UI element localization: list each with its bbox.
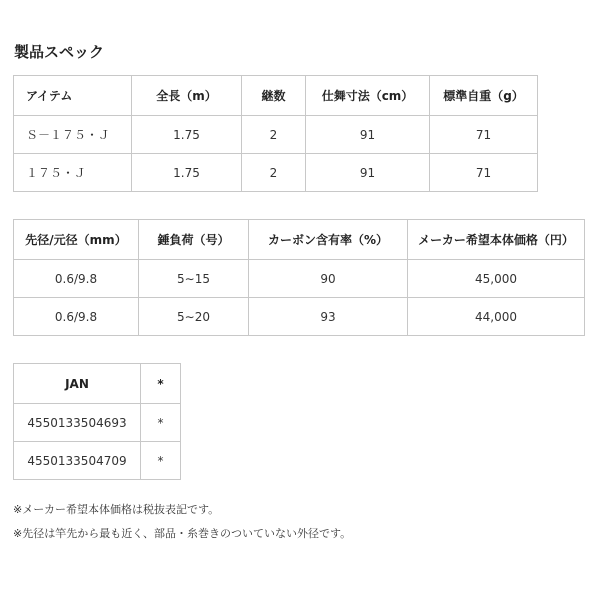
table-row xyxy=(14,298,585,336)
cell-carbon-content: 93 xyxy=(249,298,408,336)
cell-carbon-content: 90 xyxy=(249,260,408,298)
header-sinker-load: 錘負荷（号） xyxy=(139,220,249,260)
table-header-row xyxy=(14,364,181,404)
table-row xyxy=(14,154,538,192)
spec-table-details xyxy=(13,219,585,336)
header-closed-length: 仕舞寸法（cm） xyxy=(306,76,430,116)
spec-table-jan xyxy=(13,363,181,480)
header-length: 全長（m） xyxy=(132,76,242,116)
table-row xyxy=(14,404,181,442)
header-carbon-content: カーボン含有率（%） xyxy=(249,220,408,260)
cell-weight: 71 xyxy=(430,154,538,192)
cell-pieces: 2 xyxy=(242,154,306,192)
cell-pieces: 2 xyxy=(242,116,306,154)
notes xyxy=(13,498,351,546)
page-title: 製品スペック xyxy=(14,43,105,61)
table-row xyxy=(14,260,585,298)
note-price: ※メーカー希望本体価格は税抜表記です。 xyxy=(13,503,220,516)
table-header-row xyxy=(14,76,538,116)
cell-closed-length: 91 xyxy=(306,154,430,192)
header-price: メーカー希望本体価格（円） xyxy=(408,220,585,260)
cell-tip-butt-diameter: 0.6/9.8 xyxy=(14,260,139,298)
cell-closed-length: 91 xyxy=(306,116,430,154)
header-mark: * xyxy=(141,364,181,404)
cell-mark: * xyxy=(141,442,181,480)
note-diameter: ※先径は竿先から最も近く、部品・糸巻きのついていない外径です。 xyxy=(13,527,352,540)
cell-sinker-load: 5∼20 xyxy=(139,298,249,336)
cell-price: 44,000 xyxy=(408,298,585,336)
cell-item: Ｓ－１７５・Ｊ xyxy=(14,116,132,154)
cell-tip-butt-diameter: 0.6/9.8 xyxy=(14,298,139,336)
cell-length: 1.75 xyxy=(132,154,242,192)
table-header-row xyxy=(14,220,585,260)
cell-price: 45,000 xyxy=(408,260,585,298)
cell-weight: 71 xyxy=(430,116,538,154)
cell-length: 1.75 xyxy=(132,116,242,154)
cell-item: １７５・Ｊ xyxy=(14,154,132,192)
cell-jan: 4550133504709 xyxy=(14,442,141,480)
header-pieces: 継数 xyxy=(242,76,306,116)
header-jan: JAN xyxy=(14,364,141,404)
table-row xyxy=(14,442,181,480)
cell-jan: 4550133504693 xyxy=(14,404,141,442)
header-tip-butt-diameter: 先径/元径（mm） xyxy=(14,220,139,260)
spec-table-dimensions xyxy=(13,75,538,192)
header-item: アイテム xyxy=(14,76,132,116)
cell-sinker-load: 5∼15 xyxy=(139,260,249,298)
header-weight: 標準自重（g） xyxy=(430,76,538,116)
cell-mark: * xyxy=(141,404,181,442)
table-row xyxy=(14,116,538,154)
